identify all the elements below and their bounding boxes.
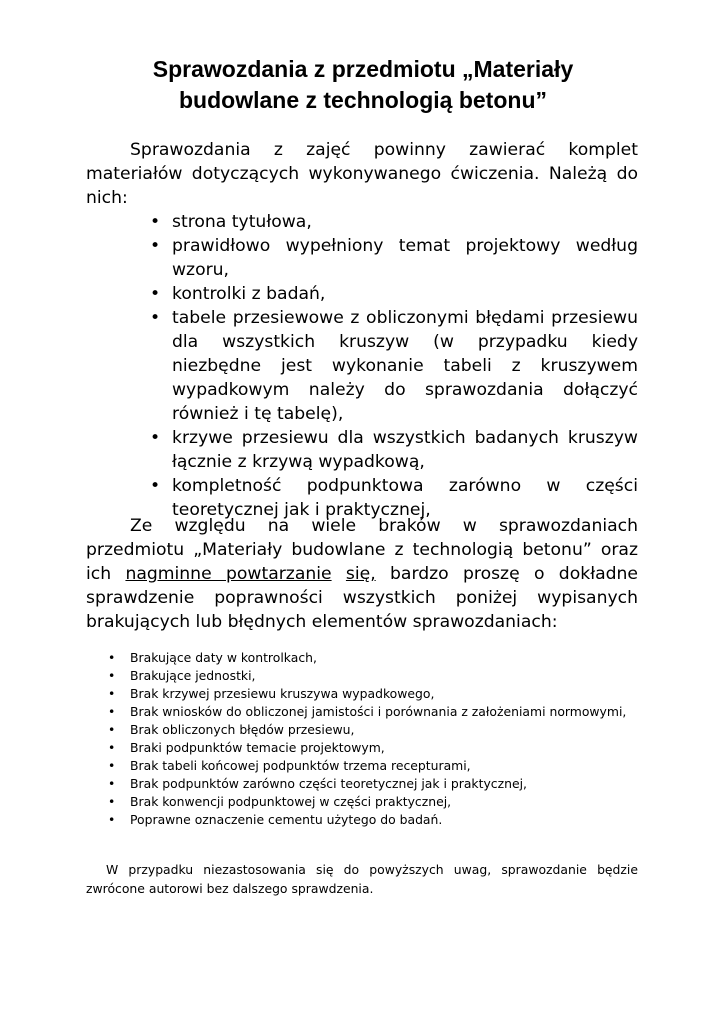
list-item: • kontrolki z badań,: [150, 282, 638, 306]
list-item: • Brak wniosków do obliczonej jamistości i porównania z założeniami normowymi,: [108, 703, 638, 721]
required-items-list: [150, 210, 638, 522]
list-item: • Poprawne oznaczenie cementu użytego do badań.: [108, 811, 638, 829]
deficiencies-paragraph: [86, 514, 638, 634]
list-item: • Braki podpunktów temacie projektowym,: [108, 739, 638, 757]
list-item: • Brakujące daty w kontrolkach,: [108, 649, 638, 667]
list-item: • prawidłowo wypełniony temat projektowy według wzoru,: [150, 234, 638, 282]
intro-paragraph: Sprawozdania z zajęć powinny zawierać komplet materiałów dotyczących wykonywanego ćwiczenia. Należą do nich:: [86, 140, 638, 208]
paragraph-space: [332, 564, 346, 584]
paragraph-text: Ze względu na wiele braków w sprawozdaniach przedmiotu „Materiały budowlane z technologią betonu” oraz ich: [86, 516, 638, 584]
title-line-1: Sprawozdania z przedmiotu „Materiały: [152, 56, 574, 82]
underlined-text: nagminne powtarzanie: [125, 564, 332, 584]
list-item: • kompletność podpunktowa zarówno w części teoretycznej jak i praktycznej,: [150, 474, 638, 522]
list-item: • Brak podpunktów zarówno części teoretycznej jak i praktycznej,: [108, 775, 638, 793]
underlined-text: się,: [345, 564, 376, 584]
title-line-2: budowlane z technologią betonu”: [179, 87, 547, 113]
list-item: • Brak tabeli końcowej podpunktów trzema recepturami,: [108, 757, 638, 775]
list-item: • tabele przesiewowe z obliczonymi błędami przesiewu dla wszystkich kruszyw (w przypadku kiedy niezbędne jest wykonanie tabeli z kruszywem wypadkowym należy do sprawozdania dołączyć również i tę tabelę),: [150, 306, 638, 426]
list-item: • strona tytułowa,: [150, 210, 638, 234]
closing-paragraph: W przypadku niezastosowania się do powyższych uwag, sprawozdanie będzie zwrócone autorowi bez dalszego sprawdzenia.: [86, 862, 638, 896]
missing-items-list: [108, 649, 638, 829]
list-item: • Brak krzywej przesiewu kruszywa wypadkowego,: [108, 685, 638, 703]
paragraph-text: bardzo proszę o dokładne sprawdzenie poprawności wszystkich poniżej wypisanych brakujących lub błędnych elementów sprawozdaniach:: [86, 564, 638, 632]
list-item: • Brakujące jednostki,: [108, 667, 638, 685]
list-item: • Brak konwencji podpunktowej w części praktycznej,: [108, 793, 638, 811]
list-item: • Brak obliczonych błędów przesiewu,: [108, 721, 638, 739]
document-title: [90, 54, 636, 116]
list-item: • krzywe przesiewu dla wszystkich badanych kruszyw łącznie z krzywą wypadkową,: [150, 426, 638, 474]
